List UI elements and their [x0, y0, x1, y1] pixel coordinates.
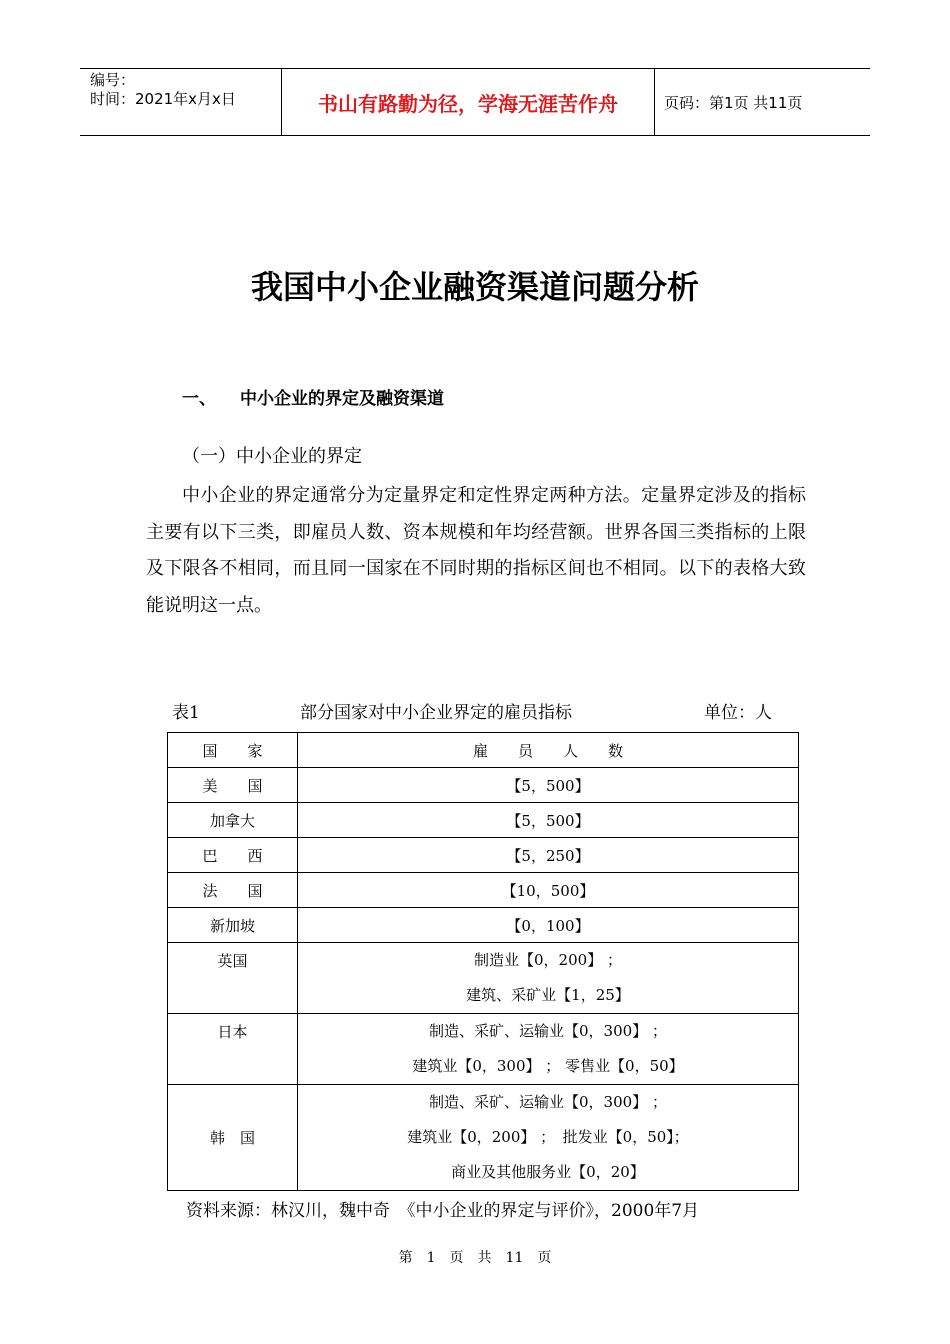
range-cell [298, 943, 799, 1014]
range-line: 制造业【0，200】 ； [474, 951, 622, 969]
country-cell: 韩 国 [168, 1085, 298, 1191]
range-cell: 【0，100】 [298, 908, 799, 943]
range-line: 建筑业【0，300】 ； 零售业【0，50】 [412, 1057, 684, 1075]
table-row [168, 908, 799, 943]
table-row [168, 1014, 799, 1085]
range-cell: 【5，500】 [298, 803, 799, 838]
range-line: 商业及其他服务业【0，20】 [451, 1163, 645, 1181]
table-row [168, 1085, 799, 1191]
section-title: 中小企业的界定及融资渠道 [240, 389, 444, 409]
employee-criteria-table [167, 732, 799, 1191]
country-cell: 新加坡 [168, 908, 298, 943]
header-employees: 雇 员 人 数 [298, 733, 799, 768]
table-row [168, 768, 799, 803]
table-row [168, 838, 799, 873]
body-paragraph: 中小企业的界定通常分为定量界定和定性界定两种方法。定量界定涉及的指标主要有以下三类，即雇员人数、资本规模和年均经营额。世界各国三类指标的上限及下限各不相同，而且同一国家在不同时期的指标区间也不相同。以下的表格大致能说明这一点。 [146, 485, 806, 616]
table-header-row [168, 733, 799, 768]
section-heading [182, 384, 444, 409]
time-label: 时间：2021年x月x日 [90, 90, 236, 108]
range-line: 制造、采矿、运输业【0，300】 ； [429, 1022, 667, 1040]
country-cell: 法 国 [168, 873, 298, 908]
page-footer: 第 1 页 共 11 页 [398, 1250, 552, 1266]
country-cell: 巴 西 [168, 838, 298, 873]
section-number: 一、 [182, 389, 216, 409]
header-country: 国 家 [168, 733, 298, 768]
table-caption: 部分国家对中小企业界定的雇员指标 [300, 703, 572, 723]
header-divider-left [281, 68, 282, 136]
table-row [168, 803, 799, 838]
table-label: 表1 [172, 703, 200, 723]
header-page-info: 页码：第1页 共11页 [664, 94, 803, 112]
range-cell [298, 1085, 799, 1191]
header-motto: 书山有路勤为径，学海无涯苦作舟 [318, 91, 618, 116]
range-line: 制造、采矿、运输业【0，300】 ； [429, 1093, 667, 1111]
table-source: 资料来源：林汉川，魏中奇 《中小企业的界定与评价》，2000年7月 [186, 1201, 700, 1221]
range-cell: 【5，250】 [298, 838, 799, 873]
page-title: 我国中小企业融资渠道问题分析 [250, 268, 699, 306]
header-meta [90, 71, 236, 109]
table-row [168, 943, 799, 1014]
table-unit: 单位：人 [704, 703, 772, 723]
subsection-heading: （一）中小企业的界定 [182, 446, 362, 467]
number-label: 编号： [90, 71, 136, 89]
country-cell: 日本 [168, 1014, 298, 1085]
range-cell: 【10，500】 [298, 873, 799, 908]
country-cell: 加拿大 [168, 803, 298, 838]
range-cell [298, 1014, 799, 1085]
range-line: 建筑业【0，200】 ； 批发业【0，50】； [407, 1128, 689, 1146]
range-line: 建筑、采矿业【1，25】 [466, 986, 630, 1004]
table-row [168, 873, 799, 908]
country-cell: 美 国 [168, 768, 298, 803]
header-divider-right [654, 68, 655, 136]
range-cell: 【5，500】 [298, 768, 799, 803]
country-cell: 英国 [168, 943, 298, 1014]
